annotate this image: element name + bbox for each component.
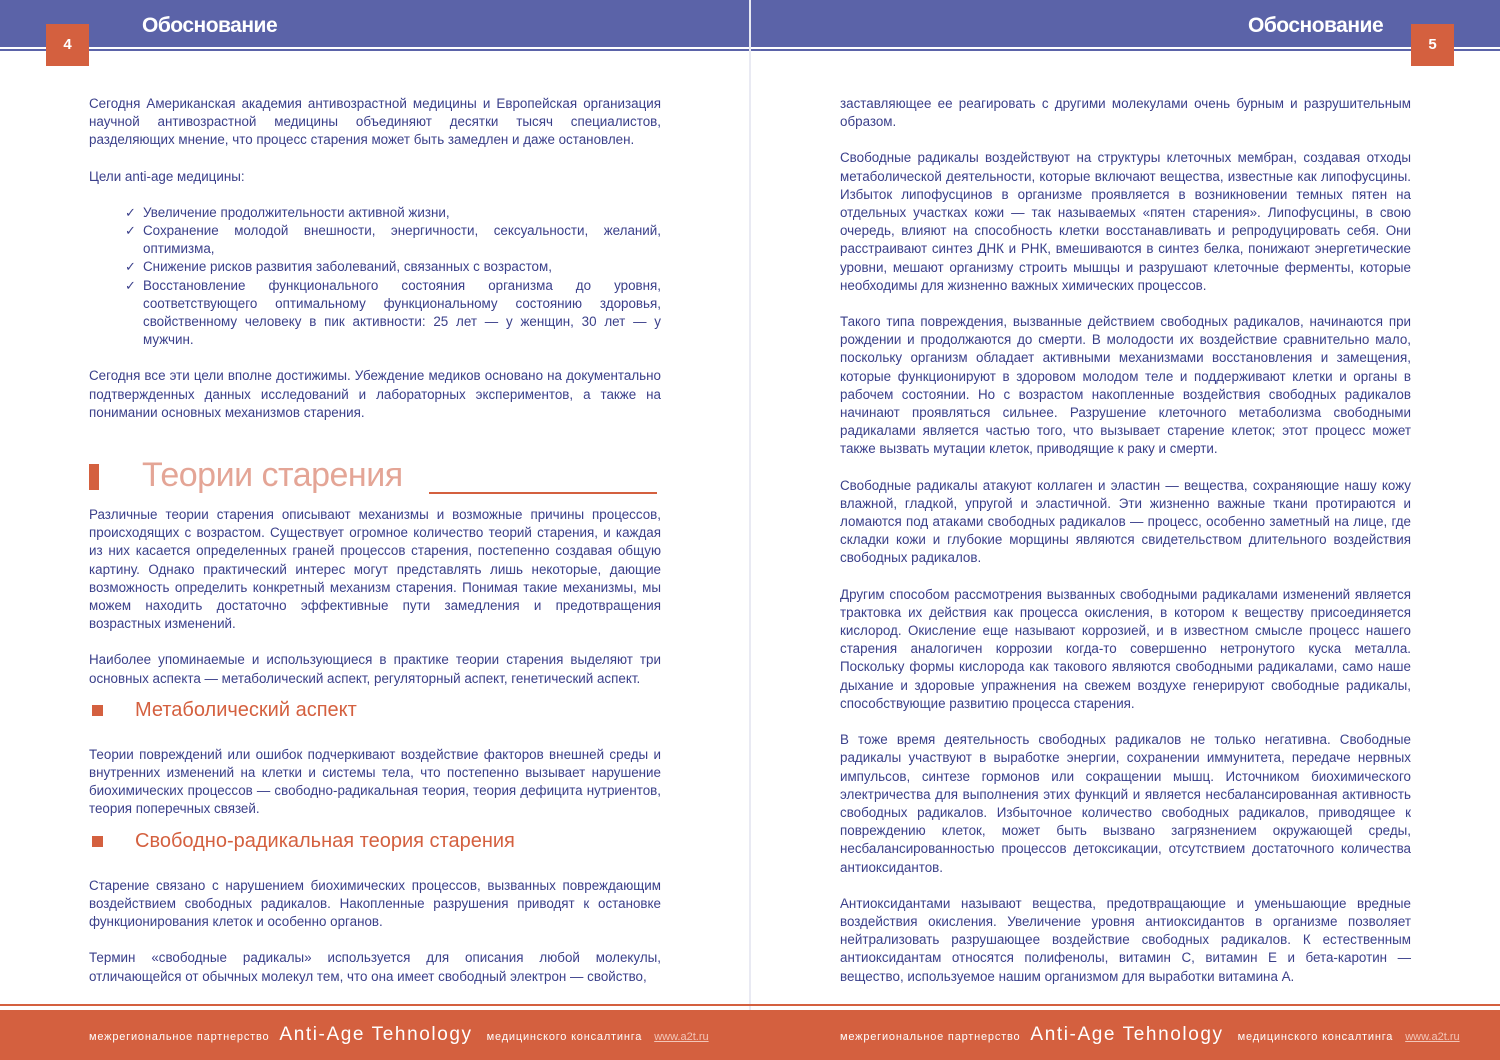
checkmark-icon: ✓ [125,277,136,293]
paragraph: Сегодня Американская академия антивозрастной медицины и Европейская организация научной антивозрастной медицины объединяют десятки тысяч специалистов, разделяющих мнение, что процесс старения может быть замедлен и даже остановлен. [89,96,661,148]
left-header-title: Обоснование [142,14,278,37]
paragraph: Антиоксидантами называют вещества, предотвращающие и уменьшающие вредные воздействия окисления. Увеличение уровня антиоксидантов в организме позволяет нейтрализовать разрушающее воздействие свободных радикалов. К естественным антиоксидантам относятся полифенолы, витамин С, витамин Е и бета-каротин — вещество, используемое нашим организмом для выработки витамина А. [840,895,1411,984]
paragraph: Наиболее упоминаемые и использующиеся в практике теории старения выделяют три основных аспекта — метаболический аспект, регуляторный аспект, генетический аспект. [89,652,661,686]
goal-item [125,204,661,222]
section-underline [429,492,657,494]
goal-text: Увеличение продолжительности активной жизни, [143,204,450,220]
footer-rule [0,1004,1500,1006]
goal-text: Сохранение молодой внешности, энергичности, сексуальности, желаний, оптимизма, [143,223,661,257]
checkmark-icon: ✓ [125,259,136,275]
footer-url-link[interactable]: www.a2t.ru [654,1031,709,1043]
footer-brand: Anti-Age Tehnology [1030,1024,1224,1045]
section-heading [89,452,661,506]
right-header-title: Обоснование [1248,14,1384,37]
goal-item [125,277,661,350]
checkmark-icon: ✓ [125,223,136,239]
footer-url-link[interactable]: www.a2t.ru [1405,1031,1460,1043]
left-page-column [89,95,661,986]
footer-suffix: медицинского консалтинга [1237,1031,1394,1043]
goal-text: Снижение рисков развития заболеваний, связанных с возрастом, [143,259,552,275]
goals-list [125,204,661,350]
right-page-column [840,95,1411,986]
goal-item [125,258,661,276]
subsection-heading [89,694,661,728]
footer-prefix: межрегиональное партнерство [840,1031,1021,1043]
paragraph: Свободные радикалы воздействуют на структуры клеточных мембран, создавая отходы метаболической деятельности, которые включают вещества, известные как липофусцины. Избыток липофусцинов в организме проявляется в возникновении темных пятен на отдельных участках кожи — так называемых «пятен старения». Липофусцины, в свою очередь, влияют на способность клетки восстанавливать и репродуцировать себя. Они расстраивают синтез ДНК и РНК, вмешиваются в синтез белка, понижают энергетические уровни, мешают организму строить мышцы и разрушают клеточные ферменты, которые необходимы для жизненно важных химических процессов. [840,150,1411,293]
paragraph: Такого типа повреждения, вызванные действием свободных радикалов, начинаются при рождении и продолжаются до смерти. В молодости их воздействие сравнительно мало, поскольку организм обладает активными механизмами восстановления и замещения, которые функционируют в здоровом молодом теле и поддерживают клетки и органы в рабочем состоянии. Но с возрастом накопленные воздействия свободных радикалов начинают проявляться сильнее. Разрушение клеточного метаболизма свободными радикалами является частью того, что вызывает старение клеток; этот процесс может также вызвать мутации клеток, приводящие к раку и смерти. [840,314,1411,457]
section-bar-icon [89,464,99,490]
paragraph: Теории повреждений или ошибок подчеркивают воздействие факторов внешней среды и внутренних изменений на клетки и системы тела, что постепенно вызывает нарушение биохимических процессов — свободно-радикальная теория, теория дефицита нутриентов, теория поперечных связей. [89,746,661,817]
paragraph: заставляющее ее реагировать с другими молекулами очень бурным и разрушительным образом. [840,96,1411,130]
square-bullet-icon [92,836,103,847]
footer-suffix: медицинского консалтинга [486,1031,643,1043]
paragraph: Старение связано с нарушением биохимических процессов, вызванных повреждающим воздействием свободных радикалов. Накопленные разрушения приводят к остановке функционирования клеток и особенно органов. [89,877,661,930]
checkmark-icon: ✓ [125,204,136,220]
subsection-heading [89,825,661,859]
left-page-number: 4 [46,24,89,66]
left-footer [89,1024,709,1050]
goals-label: Цели anti-age медицины: [89,168,245,184]
goal-text: Восстановление функционального состояния организма до уровня, соответствующего оптимальному функциональному состоянию здоровья, свойственному человеку в пик активности: 25 лет — у женщин, 30 лет — у мужчин. [143,277,661,348]
goal-item [125,222,661,258]
paragraph: В тоже время деятельность свободных радикалов не только негативна. Свободные радикалы участвуют в выработке энергии, сохранении иммунитета, передаче нервных импульсов, синтезе гормонов или сокращении мышц. Источником биохимического электричества для выполнения этих функций и является несбалансированная активность свободных радикалов. Избыточное количество свободных радикалов, приводящее к повреждению клеток, может быть вызвано загрязнением окружающей среды, несбалансированностью процессов детоксикации, отсутствием достаточного количества антиоксидантов. [840,732,1411,875]
paragraph: Другим способом рассмотрения вызванных свободными радикалами изменений является трактовка их действия как процесса окисления, в котором к веществу присоединяется кислород. Окисление еще называют коррозией, и в известном смысле процесс нашего старения аналогичен коррозии когда-то совершенно нетронутого куска металла. Поскольку формы кислорода как такового являются свободными радикалами, само наше дыхание и здоровые упражнения на свежем воздухе генерируют свободные радикалы, способствующие развитию процесса старения. [840,586,1411,711]
subsection-title: Свободно-радикальная теория старения [135,829,515,852]
paragraph: Термин «свободные радикалы» используется для описания любой молекулы, отличающейся от обычных молекул тем, что она имеет свободный электрон — свойство, [89,950,661,984]
right-page-number: 5 [1411,24,1454,66]
page-spine [749,0,751,1060]
footer-brand: Anti-Age Tehnology [279,1024,473,1045]
square-bullet-icon [92,705,103,716]
footer-prefix: межрегиональное партнерство [89,1031,270,1043]
paragraph: Свободные радикалы атакуют коллаген и эластин — вещества, сохраняющие нашу кожу влажной, гладкой, упругой и эластичной. Эти жизненно важные ткани протираются и ломаются под атаками свободных радикалов — процесс, особенно заметный на лице, где складки кожи и глубокие морщины являются свидетельством длительного воздействия свободных радикалов. [840,477,1411,566]
right-footer [840,1024,1460,1050]
paragraph: Различные теории старения описывают механизмы и возможные причины процессов, происходящих с возрастом. Существует огромное количество теорий старения, и каждая из них касается определенных граней процессов старения, постепенно создавая общую картину. Однако практический интерес могут представлять лишь некоторые, дающие возможность определить конкретный механизм старения. Понимая такие механизмы, мы можем находить достаточно эффективные пути замедления и предотвращения возрастных изменений. [89,507,661,632]
subsection-title: Метаболический аспект [135,698,357,721]
section-title: Теории старения [142,456,403,495]
paragraph: Сегодня все эти цели вполне достижимы. Убеждение медиков основано на документально подтвержденных данных исследований и лабораторных экспериментов, а также на понимании основных механизмов старения. [89,368,661,420]
